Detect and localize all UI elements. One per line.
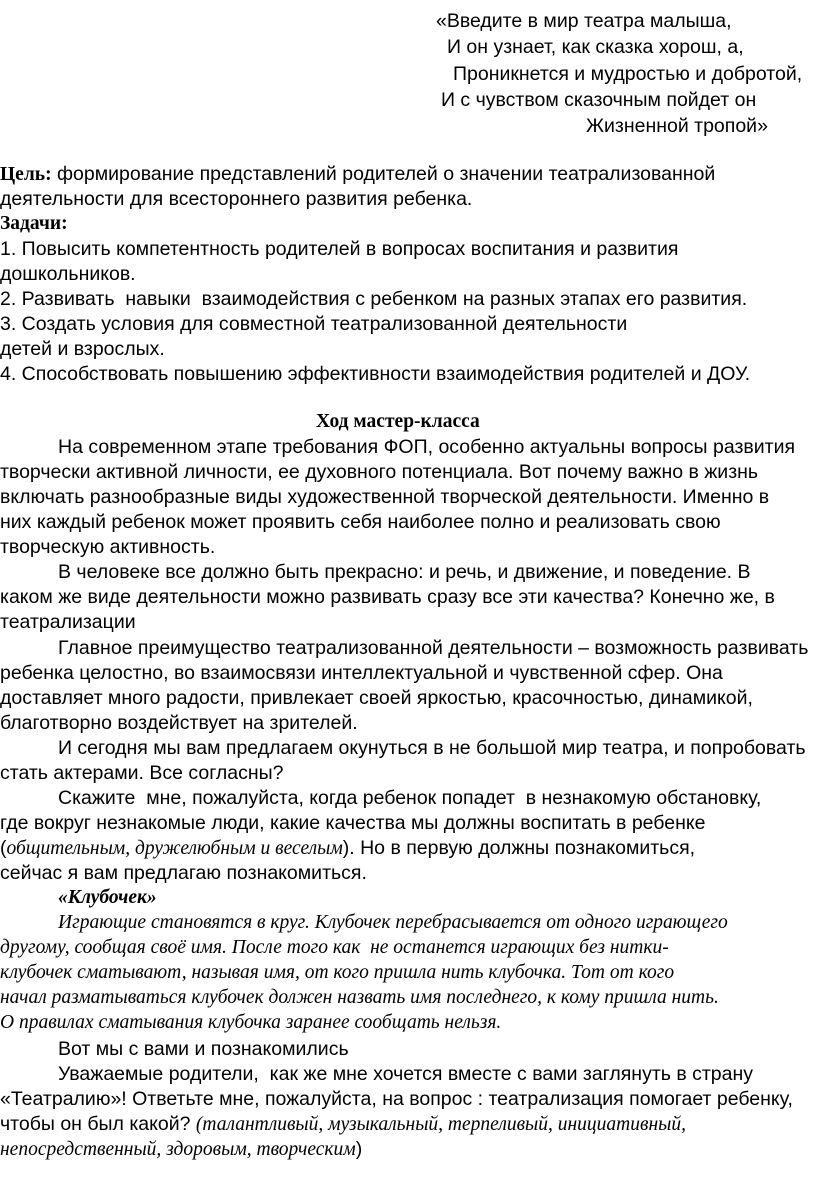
paren-rest: ). Но в первую должны познакомиться, xyxy=(342,837,696,859)
answer-italic-2: непосредственный, здоровым, творческим xyxy=(0,1139,356,1160)
body-p4-line-1: И сегодня мы вам предлагаем окунуться в не большой мир театра, и попробовать xyxy=(58,737,806,759)
after-line-2: Уважаемые родители, как же мне хочется вместе с вами заглянуть в страну xyxy=(58,1063,753,1085)
body-p2-line-2: каком же виде деятельности можно развивать сразу все эти качества? Конечно же, в xyxy=(0,586,775,608)
task-line-2: дошкольников. xyxy=(0,263,136,285)
paren-open: ( xyxy=(0,837,7,859)
after-line-3: «Театралию»! Ответьте мне, пожалуйста, на вопрос : театрализация помогает ребенку, xyxy=(0,1088,793,1110)
body-p1-line-4: них каждый ребенок может проявить себя наиболее полно и реализовать свою xyxy=(0,511,721,533)
body-p3-line-4: благотворно воздействует на зрителей. xyxy=(0,712,358,734)
body-p3-line-1: Главное преимущество театрализованной деятельности – возможность развивать xyxy=(58,637,809,659)
epigraph-line-5: Жизненной тропой» xyxy=(586,115,768,137)
game-line-2: другому, сообщая своё имя. После того как не останется играющих без нитки- xyxy=(0,937,669,958)
game-line-3: клубочек сматывают, называя имя, от кого пришла нить клубочка. Тот от кого xyxy=(0,962,675,983)
goal-label: Цель: xyxy=(0,164,52,185)
after-line-4 xyxy=(0,1111,686,1138)
body-p2-line-1: В человеке все должно быть прекрасно: и речь, и движение, и поведение. В xyxy=(58,561,751,583)
goal-text: формирование представлений родителей о значении театрализованной xyxy=(51,163,716,185)
section-title: Ход мастер-класса xyxy=(316,411,480,432)
goal-line-1 xyxy=(0,161,715,188)
task-line-3: 2. Развивать навыки взаимодействия с ребенком на разных этапах его развития. xyxy=(0,288,748,310)
question-text: чтобы он был какой? xyxy=(0,1113,196,1135)
body-p5-line-3 xyxy=(0,835,695,862)
after-line-1: Вот мы с вами и познакомились xyxy=(58,1038,349,1060)
body-p4-line-2: стать актерами. Все согласны? xyxy=(0,762,284,784)
epigraph-line-2: И он узнает, как сказка хорош, а, xyxy=(447,36,744,58)
body-p1-line-2: творчески активной личности, ее духовного потенциала. Вот почему важно в жизнь xyxy=(0,461,759,483)
task-line-4: 3. Создать условия для совместной театрализованной деятельности xyxy=(0,313,628,335)
task-line-6: 4. Способствовать повышению эффективности взаимодействия родителей и ДОУ. xyxy=(0,363,751,385)
paren-close: ) xyxy=(355,1138,363,1160)
body-p1-line-3: включать разнообразные виды художественной творческой деятельности. Именно в xyxy=(0,486,770,508)
tasks-heading: Задачи: xyxy=(0,213,68,234)
after-line-5 xyxy=(0,1136,362,1163)
body-p5-line-4: сейчас я вам предлагаю познакомиться. xyxy=(0,862,367,884)
game-title: «Клубочек» xyxy=(58,887,157,908)
task-line-5: детей и взрослых. xyxy=(0,338,165,360)
body-p2-line-3: театрализации xyxy=(0,611,136,633)
qualities-italic: общительным, дружелюбным и веселым xyxy=(6,838,343,859)
epigraph-line-3: Проникнется и мудростью и добротой, xyxy=(453,63,803,85)
answer-italic-1: (талантливый, музыкальный, терпеливый, инициативный, xyxy=(195,1114,686,1135)
epigraph-line-1: «Введите в мир театра малыша, xyxy=(436,10,732,32)
body-p5-line-1: Скажите мне, пожалуйста, когда ребенок попадет в незнакомую обстановку, xyxy=(58,787,762,809)
game-line-4: начал разматываться клубочек должен назвать имя последнего, к кому пришла нить. xyxy=(0,987,719,1008)
body-p1-line-5: творческую активность. xyxy=(0,536,216,558)
goal-line-2: деятельности для всестороннего развития ребенка. xyxy=(0,188,473,210)
body-p3-line-2: ребенка целостно, во взаимосвязи интеллектуальной и чувственной сфер. Она xyxy=(0,662,723,684)
body-p1-line-1: На современном этапе требования ФОП, особенно актуальны вопросы развития xyxy=(58,436,796,458)
game-line-1: Играющие становятся в круг. Клубочек перебрасывается от одного играющего xyxy=(58,912,728,933)
body-p5-line-2: где вокруг незнакомые люди, какие качества мы должны воспитать в ребенке xyxy=(0,812,706,834)
task-line-1: 1. Повысить компетентность родителей в вопросах воспитания и развития xyxy=(0,238,679,260)
game-line-5: О правилах сматывания клубочка заранее сообщать нельзя. xyxy=(0,1012,502,1033)
epigraph-line-4: И с чувством сказочным пойдет он xyxy=(441,89,757,111)
body-p3-line-3: доставляет много радости, привлекает своей яркостью, красочностью, динамикой, xyxy=(0,687,753,709)
